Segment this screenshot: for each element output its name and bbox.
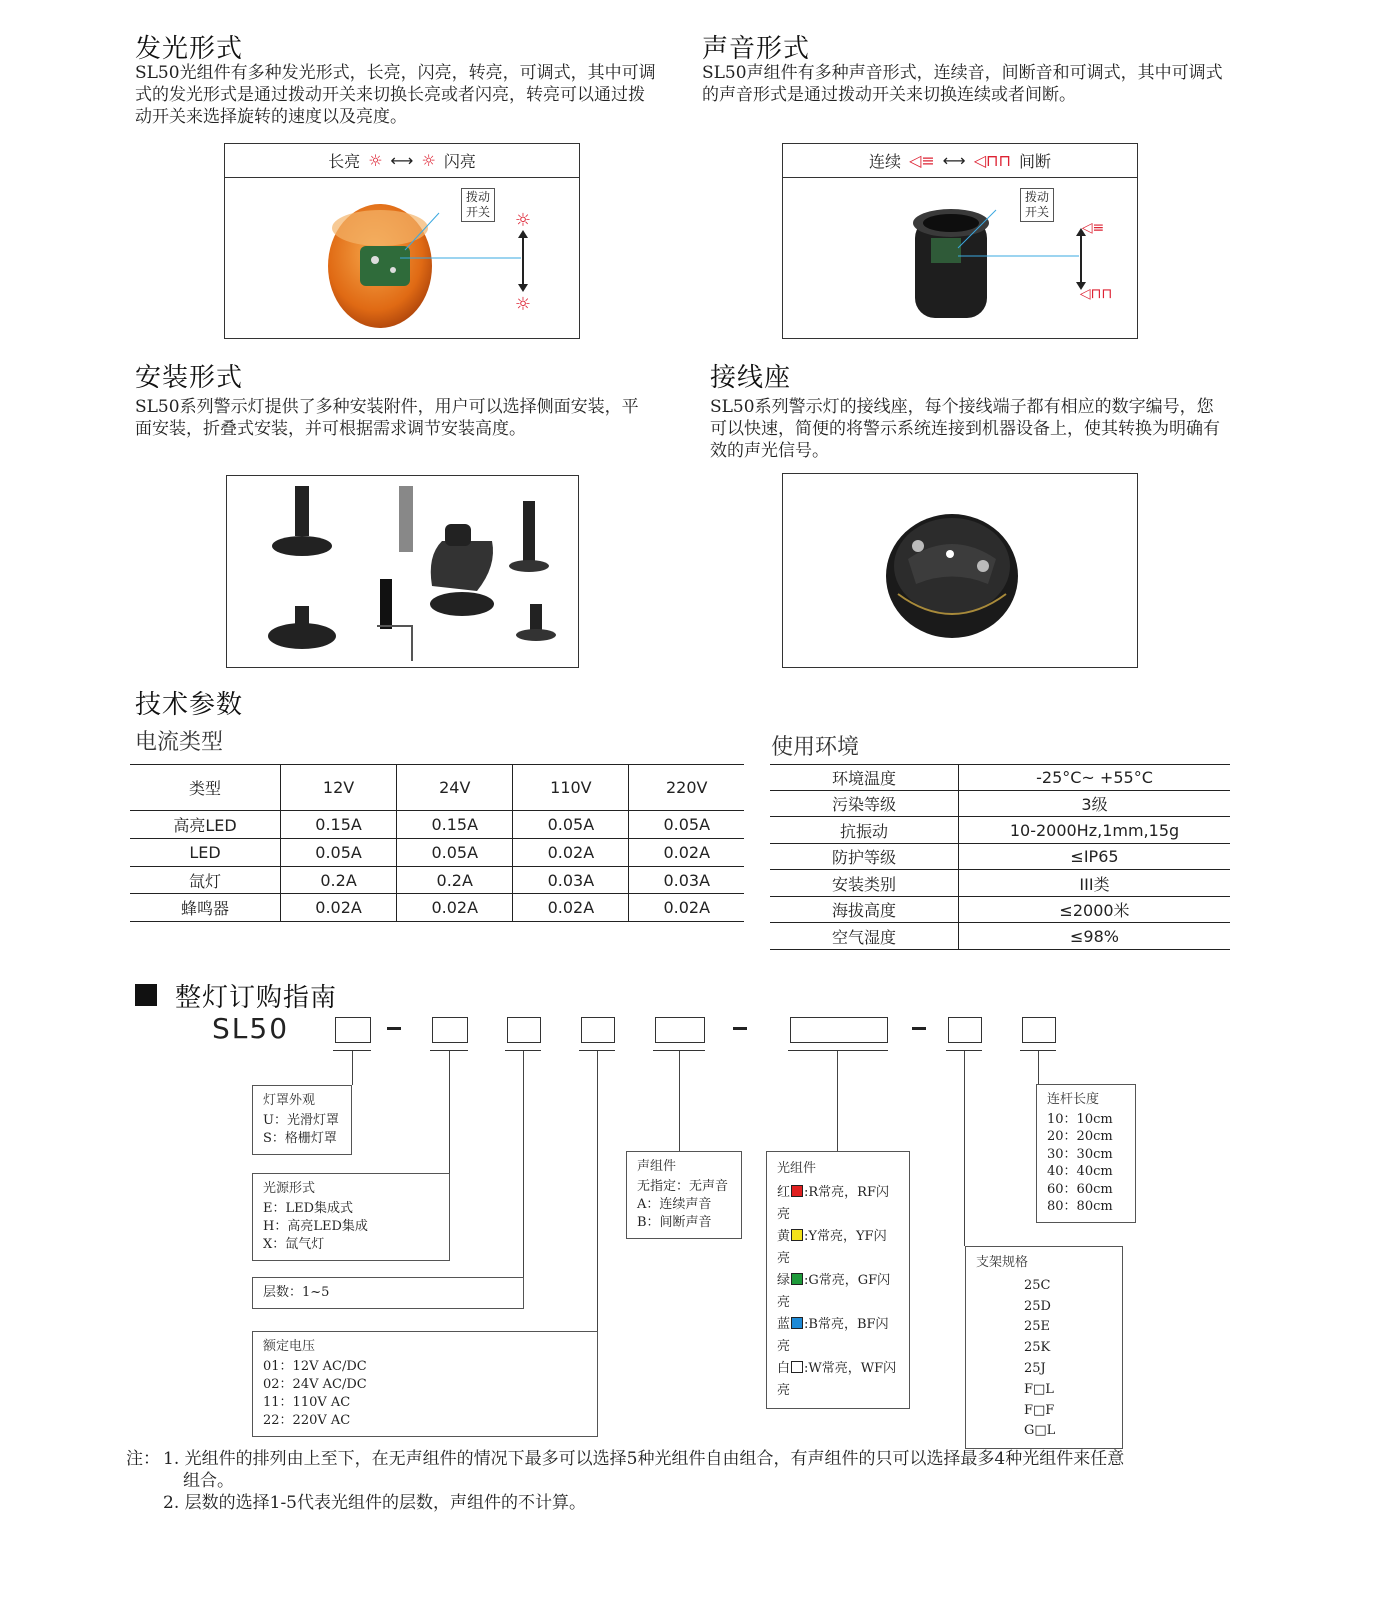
table-cell: 0.03A (513, 867, 629, 894)
legend-item: 无指定：无声音 (637, 1179, 729, 1194)
connector-line (523, 1051, 524, 1278)
double-arrow-icon: ⟷ (942, 151, 966, 170)
code-dash (912, 1027, 926, 1030)
legend-item: 层数：1~5 (263, 1285, 330, 1300)
section-square-icon (135, 984, 157, 1006)
table-cell: 0.02A (513, 894, 629, 922)
legend-item: 20：20cm (1047, 1129, 1113, 1144)
rod-legend (1036, 1084, 1136, 1223)
legend-title: 连杆长度 (1047, 1092, 1100, 1107)
legend-item-blue: 蓝 :B常亮，BF闪亮 (777, 1317, 889, 1354)
intermittent-label: 间断 (1018, 152, 1051, 171)
connector-line (837, 1051, 838, 1151)
bracket-legend (965, 1246, 1123, 1449)
table-row (770, 791, 1230, 817)
voltage-legend (252, 1331, 598, 1437)
table-cell: 高亮LED (130, 811, 281, 839)
note-line-1: 1. 光组件的排列由上至下，在无声组件的情况下最多可以选择5种光组件自由组合，有声组件的只可以选择最多4种光组件来任意 (163, 1449, 1125, 1469)
legend-item: 11：110V AC (263, 1395, 351, 1410)
table-cell: 0.2A (281, 867, 397, 894)
mount-accessories-illustration (227, 476, 578, 667)
sound-figure (782, 143, 1138, 339)
table-row (770, 765, 1230, 791)
legend-item-white: 白 :W常亮，WF闪亮 (777, 1361, 897, 1398)
light-mode-bar (225, 144, 579, 178)
table-cell: 防护等级 (770, 844, 959, 870)
light-legend (766, 1151, 910, 1409)
table-cell: 环境温度 (770, 765, 959, 791)
horn-continuous-icon: ◁≡ (909, 151, 935, 170)
code-slot-sound (655, 1017, 705, 1043)
legend-item-yellow: 黄 :Y常亮，YF闪亮 (777, 1229, 887, 1266)
table-cell: ≤IP65 (959, 844, 1231, 870)
connector-line (352, 1051, 353, 1085)
mount-accessories-figure (226, 475, 579, 668)
table-row (770, 923, 1230, 950)
table-cell: 0.05A (397, 839, 513, 867)
column-header: 类型 (130, 765, 281, 811)
table-cell: 0.02A (513, 839, 629, 867)
table-header-row (130, 765, 744, 811)
code-slot-voltage (581, 1017, 615, 1043)
table-row (770, 817, 1230, 844)
legend-item-red: 红 :R常亮，RF闪亮 (777, 1185, 889, 1222)
table-cell: III类 (959, 870, 1231, 897)
svg-text:◁⊓⊓: ◁⊓⊓ (1079, 286, 1113, 302)
sound-legend (626, 1151, 742, 1239)
light-title: 发光形式 (135, 34, 244, 64)
current-table (130, 764, 744, 922)
terminal-socket-illustration (783, 474, 1137, 667)
table-row (130, 894, 744, 922)
table-cell: 0.02A (397, 894, 513, 922)
flash-label: 闪亮 (443, 152, 476, 171)
legend-item: 25C (1024, 1277, 1051, 1293)
code-slot-layers (507, 1017, 541, 1043)
code-slot-rod (1022, 1017, 1056, 1043)
code-slot-light (790, 1017, 888, 1043)
lens-legend (252, 1085, 352, 1155)
column-header: 24V (397, 765, 513, 811)
double-arrow-icon: ⟷ (390, 151, 414, 170)
table-cell: 10-2000Hz,1mm,15g (959, 817, 1231, 844)
notes-prefix: 注： (126, 1449, 160, 1469)
socket-figure (782, 473, 1138, 668)
legend-item: X：氙气灯 (263, 1237, 325, 1252)
tech-title: 技术参数 (135, 690, 244, 720)
legend-item: U：光滑灯罩 (263, 1113, 339, 1128)
table-cell: 0.2A (397, 867, 513, 894)
yellow-swatch-icon (791, 1229, 803, 1241)
layers-legend (252, 1277, 524, 1309)
legend-item: F□L (1024, 1381, 1054, 1397)
legend-item: 40：40cm (1047, 1164, 1113, 1179)
socket-title: 接线座 (710, 363, 792, 393)
green-swatch-icon (791, 1273, 803, 1285)
code-slot-lens (335, 1017, 371, 1043)
table-row (770, 897, 1230, 923)
legend-item: 60：60cm (1047, 1181, 1113, 1197)
table-cell: ≤98% (959, 923, 1231, 950)
connector-line (679, 1051, 680, 1151)
toggle-switch-label: 拨动 开关 (1020, 188, 1054, 222)
svg-text:◁≡: ◁≡ (1081, 220, 1105, 236)
legend-item: 02：24V AC/DC (263, 1377, 367, 1392)
steady-label: 长亮 (328, 152, 361, 171)
code-slot-bracket (948, 1017, 982, 1043)
mount-title: 安装形式 (135, 363, 244, 393)
legend-item: F□F (1024, 1402, 1055, 1418)
table-cell: ≤2000米 (959, 897, 1231, 923)
sound-title: 声音形式 (702, 34, 811, 64)
toggle-switch-label: 拨动 开关 (461, 188, 495, 222)
table-cell: 0.03A (629, 867, 744, 894)
table-cell: 0.05A (629, 811, 744, 839)
legend-title: 灯罩外观 (263, 1093, 316, 1108)
table-cell: LED (130, 839, 281, 867)
white-swatch-icon (791, 1361, 803, 1373)
light-text: SL50光组件有多种发光形式，长亮，闪亮，转亮，可调式，其中可调式的发光形式是通过拨动开关来切换长亮或者闪亮，转亮可以通过拨动开关来选择旋转的速度以及亮度。 (135, 63, 656, 127)
legend-item: 10：10cm (1047, 1111, 1113, 1127)
table-cell: 海拔高度 (770, 897, 959, 923)
column-header: 220V (629, 765, 744, 811)
light-figure (224, 143, 580, 339)
table-cell: 0.02A (629, 839, 744, 867)
mount-text: SL50系列警示灯提供了多种安装附件，用户可以选择侧面安装，平面安装，折叠式安装，并可根据需求调节安装高度。 (135, 397, 639, 439)
table-row (130, 839, 744, 867)
column-header: 12V (281, 765, 397, 811)
legend-title: 声组件 (637, 1159, 677, 1174)
legend-item-green: 绿 :G常亮，GF闪亮 (777, 1273, 891, 1310)
table-cell: 抗振动 (770, 817, 959, 844)
code-dash (733, 1027, 747, 1030)
table-cell: 0.02A (281, 894, 397, 922)
table-cell: 蜂鸣器 (130, 894, 281, 922)
legend-title: 支架规格 (976, 1255, 1029, 1270)
table-row (770, 844, 1230, 870)
lamp-icon: ☼ (368, 151, 383, 170)
legend-title: 光源形式 (263, 1181, 316, 1196)
buzzer-module-illustration (783, 178, 1137, 338)
blue-swatch-icon (791, 1317, 803, 1329)
socket-text: SL50系列警示灯的接线座，每个接线端子都有相应的数字编号，您可以快速，简便的将警示系统连接到机器设备上，使其转换为明确有效的声光信号。 (710, 397, 1220, 461)
legend-item: 22：220V AC (263, 1413, 351, 1428)
legend-item: 01：12V AC/DC (263, 1359, 367, 1374)
red-swatch-icon (791, 1185, 803, 1197)
table-cell: -25°C~ +55°C (959, 765, 1231, 791)
horn-intermittent-icon: ◁⊓⊓ (973, 151, 1011, 170)
svg-text:☼: ☼ (514, 210, 532, 231)
code-dash (387, 1027, 401, 1030)
sound-text: SL50声组件有多种声音形式，连续音，间断音和可调式，其中可调式的声音形式是通过拨动开关来切换连续或者间断。 (702, 63, 1223, 105)
legend-item: 25K (1024, 1340, 1051, 1356)
environment-table (770, 764, 1230, 950)
legend-item: 25D (1024, 1298, 1051, 1314)
legend-item: 80：80cm (1047, 1199, 1113, 1214)
table-cell: 0.02A (629, 894, 744, 922)
table-cell: 0.15A (397, 811, 513, 839)
legend-title: 额定电压 (263, 1339, 316, 1354)
table-cell: 污染等级 (770, 791, 959, 817)
connector-line (449, 1051, 450, 1173)
legend-item: B：间断声音 (637, 1215, 712, 1230)
model-code: SL50 (212, 1012, 290, 1045)
table-cell: 0.05A (513, 811, 629, 839)
continuous-label: 连续 (869, 152, 902, 171)
legend-item: E：LED集成式 (263, 1201, 354, 1216)
lamp-icon: ☼ (421, 151, 436, 170)
legend-item: 25J (1024, 1360, 1046, 1376)
table-cell: 安装类别 (770, 870, 959, 897)
table-cell: 空气湿度 (770, 923, 959, 950)
table-cell: 氙灯 (130, 867, 281, 894)
current-table-title: 电流类型 (135, 730, 224, 755)
code-underline (788, 1050, 888, 1051)
sound-mode-bar (783, 144, 1137, 178)
table-cell: 0.05A (281, 839, 397, 867)
table-row (770, 870, 1230, 897)
connector-line (964, 1051, 965, 1246)
table-row (130, 867, 744, 894)
note-line-1-cont: 组合。 (183, 1471, 234, 1491)
svg-text:☼: ☼ (514, 294, 532, 315)
env-table-title: 使用环境 (771, 735, 860, 760)
note-line-2: 2. 层数的选择1-5代表光组件的层数，声组件的不计算。 (163, 1493, 586, 1513)
legend-item: 30：30cm (1047, 1146, 1113, 1162)
legend-item: H：高亮LED集成 (263, 1219, 368, 1234)
table-row (130, 811, 744, 839)
legend-item: A：连续声音 (637, 1197, 712, 1212)
connector-line (1038, 1051, 1039, 1084)
connector-line (597, 1051, 598, 1331)
legend-item: 25E (1024, 1319, 1051, 1335)
legend-title: 光组件 (777, 1161, 817, 1176)
table-cell: 3级 (959, 791, 1231, 817)
legend-item: G□L (1024, 1423, 1056, 1439)
code-slot-source (432, 1017, 468, 1043)
legend-item: S：格栅灯罩 (263, 1131, 337, 1146)
column-header: 110V (513, 765, 629, 811)
source-legend (252, 1173, 450, 1261)
table-cell: 0.15A (281, 811, 397, 839)
light-module-illustration (225, 178, 579, 338)
order-title: 整灯订购指南 (175, 983, 338, 1013)
